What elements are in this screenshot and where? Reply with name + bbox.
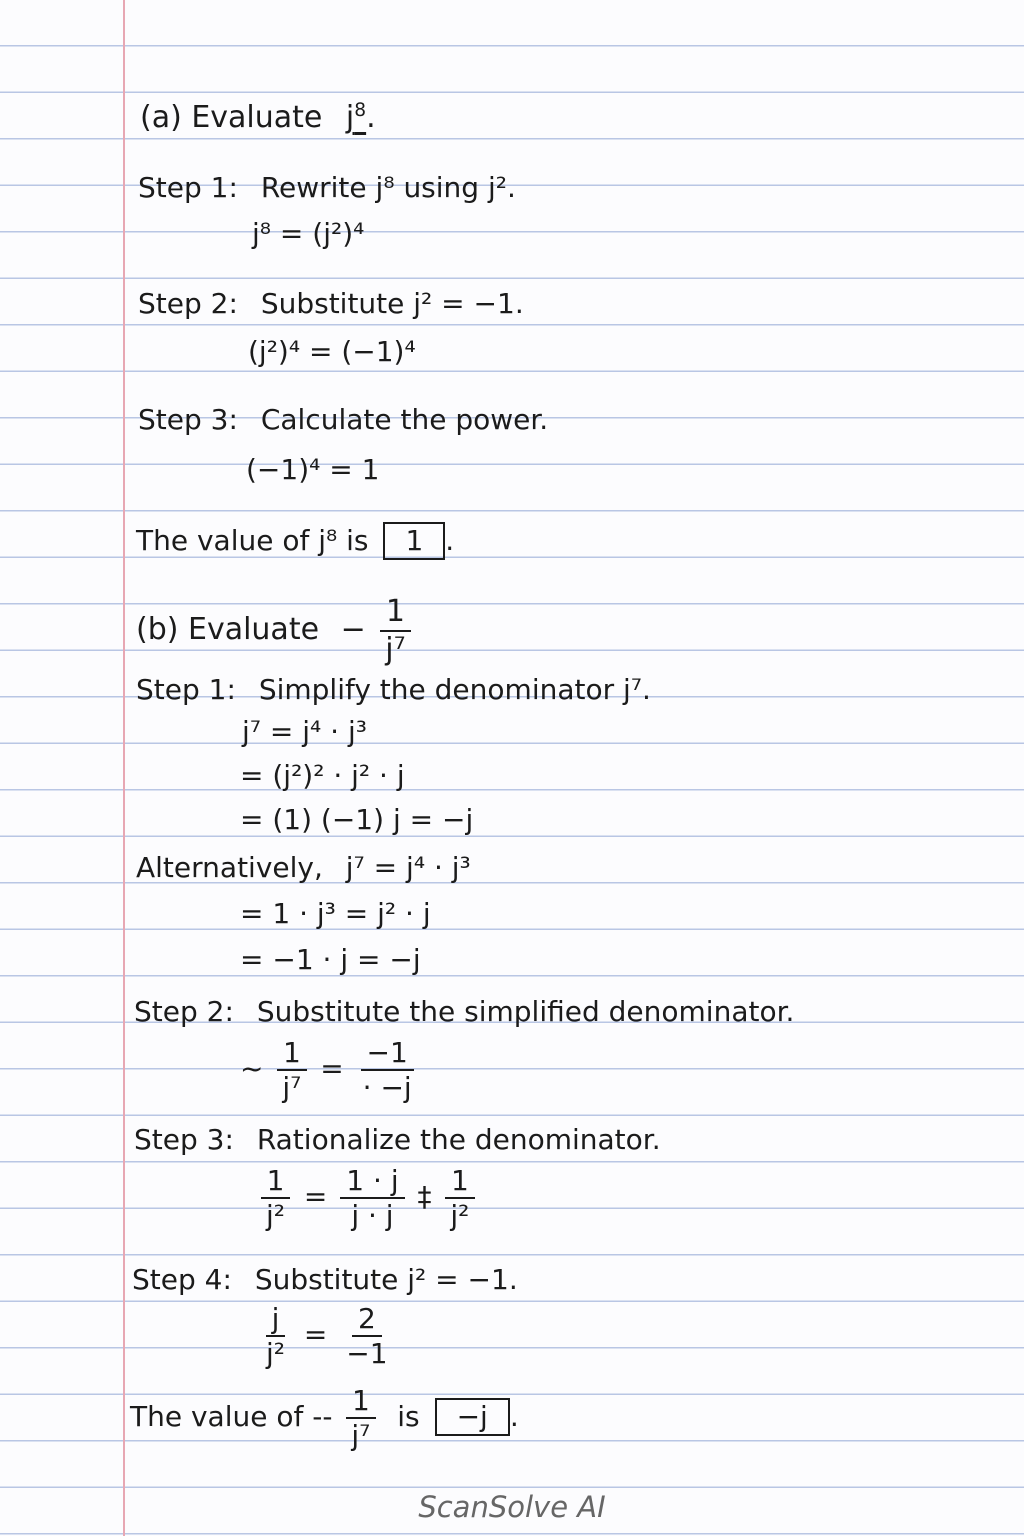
result-prefix: The value of -- xyxy=(130,1400,333,1433)
fraction: $\frac{1 \cdot j}{j \cdot j}$ xyxy=(340,1166,404,1231)
part-b-step3 xyxy=(134,1122,661,1158)
part-b-heading-label: (b) Evaluate xyxy=(136,612,320,647)
part-b-step2-math: ~ $\frac{1}{\text{j⁷}}$ = $\frac{-1}{\cdot -j}$ xyxy=(240,1036,422,1102)
answer-box: −j xyxy=(435,1398,510,1436)
math-line: = (1) (−1) j = −j xyxy=(240,803,474,836)
step-text: Substitute the simplified denominator. xyxy=(256,995,795,1028)
part-a-heading-expr: $j^8$ xyxy=(345,99,367,135)
part-a-step3-math: (−1)⁴ = 1 xyxy=(246,453,380,486)
fraction: $\frac{-1}{\cdot -j}$ xyxy=(357,1038,418,1103)
margin-line xyxy=(123,0,125,1536)
part-b-heading: (b) Evaluate − $\frac{1}{\text{j⁷}}$ xyxy=(136,596,416,665)
brand-watermark: ScanSolve AI xyxy=(418,1490,606,1524)
fraction: $\frac{1}{\text{j⁷}}$ xyxy=(276,1038,307,1103)
fraction: $\frac{2}{-1}$ xyxy=(346,1301,388,1370)
step-label: Step 1: xyxy=(136,673,236,706)
math-line: = (j²)² · j² · j xyxy=(240,759,405,792)
step-label: Step 2: xyxy=(134,995,234,1028)
math-line: = 1 · j³ = j² · j xyxy=(240,897,431,930)
fraction: $\frac{j}{\text{j²}}$ xyxy=(266,1301,286,1370)
answer-box: 1 xyxy=(383,522,445,560)
step-label: Step 3: xyxy=(134,1123,234,1156)
step-label: Step 4: xyxy=(132,1263,232,1296)
part-b-step1 xyxy=(136,672,651,708)
fraction: $\frac{1}{\text{j⁷}}$ xyxy=(345,1386,376,1451)
part-a-heading: (a) Evaluate $j^8$. xyxy=(140,99,376,135)
part-b-step3-math: $\frac{1}{\text{j²}}$ = $\frac{1 \cdot j}{j \cdot j}$ ‡ $\frac{1}{\text{j²}}$ xyxy=(256,1164,479,1230)
math-line: = −1 · j = −j xyxy=(240,943,421,976)
part-b-step2 xyxy=(134,994,794,1030)
step-text: Simplify the denominator j⁷. xyxy=(258,673,651,706)
alternatively-label: Alternatively, xyxy=(136,851,323,884)
step-text: Rationalize the denominator. xyxy=(256,1123,661,1156)
step-text: Substitute j² = −1. xyxy=(254,1263,518,1296)
math-line: j⁷ = j⁴ · j³ xyxy=(242,715,367,748)
part-b-result: The value of -- $\frac{1}{\text{j⁷}}$ is −j . xyxy=(130,1383,519,1452)
fraction: $\frac{1}{\text{j²}}$ xyxy=(260,1166,291,1231)
part-a-result: The value of j⁸ is 1 . xyxy=(136,522,454,560)
part-a-step3 xyxy=(138,402,548,438)
part-a-step2 xyxy=(138,286,524,322)
step-label: Step 3: xyxy=(138,403,238,436)
step-text: Substitute j² = −1. xyxy=(260,287,524,320)
step-label: Step 1: xyxy=(138,171,238,204)
heading-fraction: $\frac{1}{\text{j⁷}}$ xyxy=(379,596,411,665)
part-b-step4 xyxy=(132,1262,518,1298)
step-text: Calculate the power. xyxy=(260,403,549,436)
part-a-heading-label: (a) Evaluate xyxy=(140,100,323,135)
step-label: Step 2: xyxy=(138,287,238,320)
part-a-step1 xyxy=(138,170,516,206)
part-a-step1-math: j⁸ = (j²)⁴ xyxy=(252,217,365,250)
result-prefix: The value of j⁸ is xyxy=(136,524,369,557)
step-text: Rewrite j⁸ using j². xyxy=(260,171,516,204)
part-a-step2-math: (j²)⁴ = (−1)⁴ xyxy=(248,335,416,368)
part-b-step4-math: $\frac{j}{\text{j²}}$ = $\frac{2}{-1}$ xyxy=(256,1302,398,1368)
alternatively-line: Alternatively, j⁷ = j⁴ · j³ xyxy=(136,851,471,884)
fraction: $\frac{1}{\text{j²}}$ xyxy=(444,1166,475,1231)
